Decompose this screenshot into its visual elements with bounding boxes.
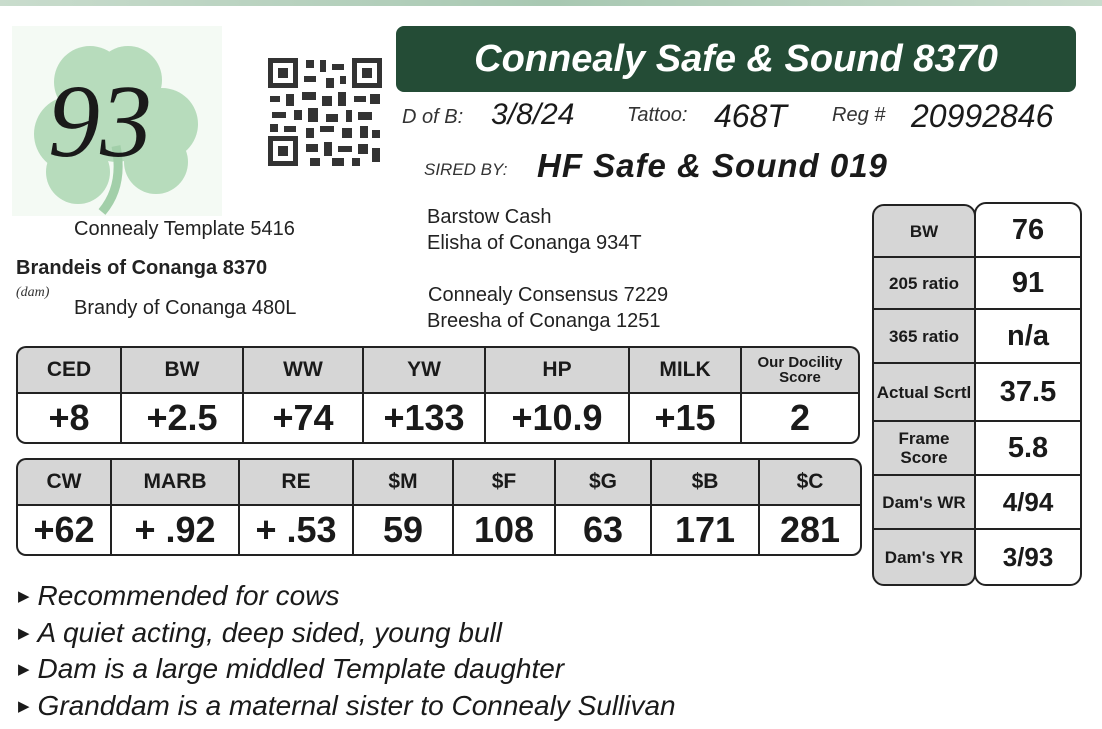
epd-header-g-index: $G [554, 458, 650, 504]
triangle-bullet-icon: ▶ [18, 697, 30, 715]
epd-header-bw: BW [120, 346, 242, 392]
epd-header-b-index: $B [650, 458, 758, 504]
epd-value-milk: +15 [628, 392, 740, 444]
epd-value-yw: +133 [362, 392, 484, 444]
epd-value-g-index: 63 [554, 504, 650, 556]
epd-header-ced: CED [16, 346, 120, 392]
side-stats-labels [872, 204, 976, 586]
triangle-bullet-icon: ▶ [18, 588, 30, 605]
stat-value-bw: 76 [976, 204, 1080, 258]
epd-header-cw: CW [16, 458, 110, 504]
sired-by-label: SIRED BY: [424, 160, 508, 179]
dob-label: D of B: [402, 106, 464, 128]
epd-value-ww: +74 [242, 392, 362, 444]
epd-header-marb: MARB [110, 458, 238, 504]
dam-dam-dam: Breesha of Conanga 1251 [427, 310, 661, 332]
tattoo-value: 468T [714, 98, 787, 134]
epd-value-m-index: 59 [352, 504, 452, 556]
dob-value: 3/8/24 [491, 98, 575, 131]
lot-number: 93 [48, 64, 152, 179]
epd-header-c-index: $C [758, 458, 862, 504]
comment-item: ▶ Granddam is a maternal sister to Connealy Sullivan [18, 689, 676, 721]
comment-item: ▶ Dam is a large middled Template daughter [18, 653, 565, 684]
epd-value-ced: +8 [16, 392, 120, 444]
epd-header-f-index: $F [452, 458, 554, 504]
reg-label: Reg # [832, 104, 886, 126]
stat-value-205-ratio: 91 [976, 258, 1080, 310]
comment-item: ▶ Recommended for cows [18, 580, 340, 611]
epd-header-ww: WW [242, 346, 362, 392]
qr-code [266, 56, 384, 168]
comment-item: ▶ A quiet acting, deep sided, young bull [18, 616, 502, 648]
comments-list [18, 578, 676, 724]
reg-value: 20992846 [911, 98, 1054, 134]
triangle-bullet-icon: ▶ [18, 661, 30, 678]
sire-dam: Elisha of Conanga 934T [427, 232, 642, 254]
stat-value-dams-wr: 4/94 [976, 476, 1080, 530]
stat-label-frame-score: Frame Score [874, 422, 974, 476]
epd-value-cw: +62 [16, 504, 110, 556]
sire-sire: Barstow Cash [427, 206, 552, 228]
top-border-band [0, 0, 1102, 6]
animal-name-banner: Connealy Safe & Sound 8370 [396, 26, 1076, 92]
epd-value-docility: 2 [740, 392, 860, 444]
dam-tag: (dam) [16, 285, 50, 300]
epd-value-marb: + .92 [110, 504, 238, 556]
epd-value-re: + .53 [238, 504, 352, 556]
dam-dam-sire: Connealy Consensus 7229 [428, 284, 669, 306]
dam-sire: Connealy Template 5416 [74, 218, 295, 240]
tattoo-label: Tattoo: [627, 104, 688, 126]
epd-header-re: RE [238, 458, 352, 504]
triangle-bullet-icon: ▶ [18, 624, 30, 642]
epd-value-bw: +2.5 [120, 392, 242, 444]
sire-name: HF Safe & Sound 019 [537, 147, 888, 184]
epd-value-hp: +10.9 [484, 392, 628, 444]
epd-header-milk: MILK [628, 346, 740, 392]
stat-label-205-ratio: 205 ratio [874, 258, 974, 310]
epd-header-hp: HP [484, 346, 628, 392]
epd-header-yw: YW [362, 346, 484, 392]
stat-label-actual-scrtl: Actual Scrtl [874, 364, 974, 422]
epd-value-c-index: 281 [758, 504, 862, 556]
stat-label-dams-yr: Dam's YR [884, 547, 964, 567]
dam-name: Brandeis of Conanga 8370 [16, 257, 268, 279]
stat-value-365-ratio: n/a [976, 310, 1080, 364]
epd-table-1 [16, 346, 860, 444]
dam-dam: Brandy of Conanga 480L [74, 297, 297, 319]
stat-label-bw: BW [874, 206, 974, 258]
stat-label-365-ratio: 365 ratio [874, 310, 974, 364]
epd-header-docility: Our Docility Score [740, 346, 860, 392]
epd-table-2 [16, 458, 862, 556]
epd-value-b-index: 171 [650, 504, 758, 556]
epd-value-f-index: 108 [452, 504, 554, 556]
stat-value-frame-score: 5.8 [976, 422, 1080, 476]
stat-label-dams-wr: Dam's WR [874, 476, 974, 530]
side-stats-values [974, 202, 1082, 586]
stat-value-dams-yr: 3/93 [1002, 541, 1054, 572]
epd-header-m-index: $M [352, 458, 452, 504]
stat-value-actual-scrtl: 37.5 [976, 364, 1080, 422]
